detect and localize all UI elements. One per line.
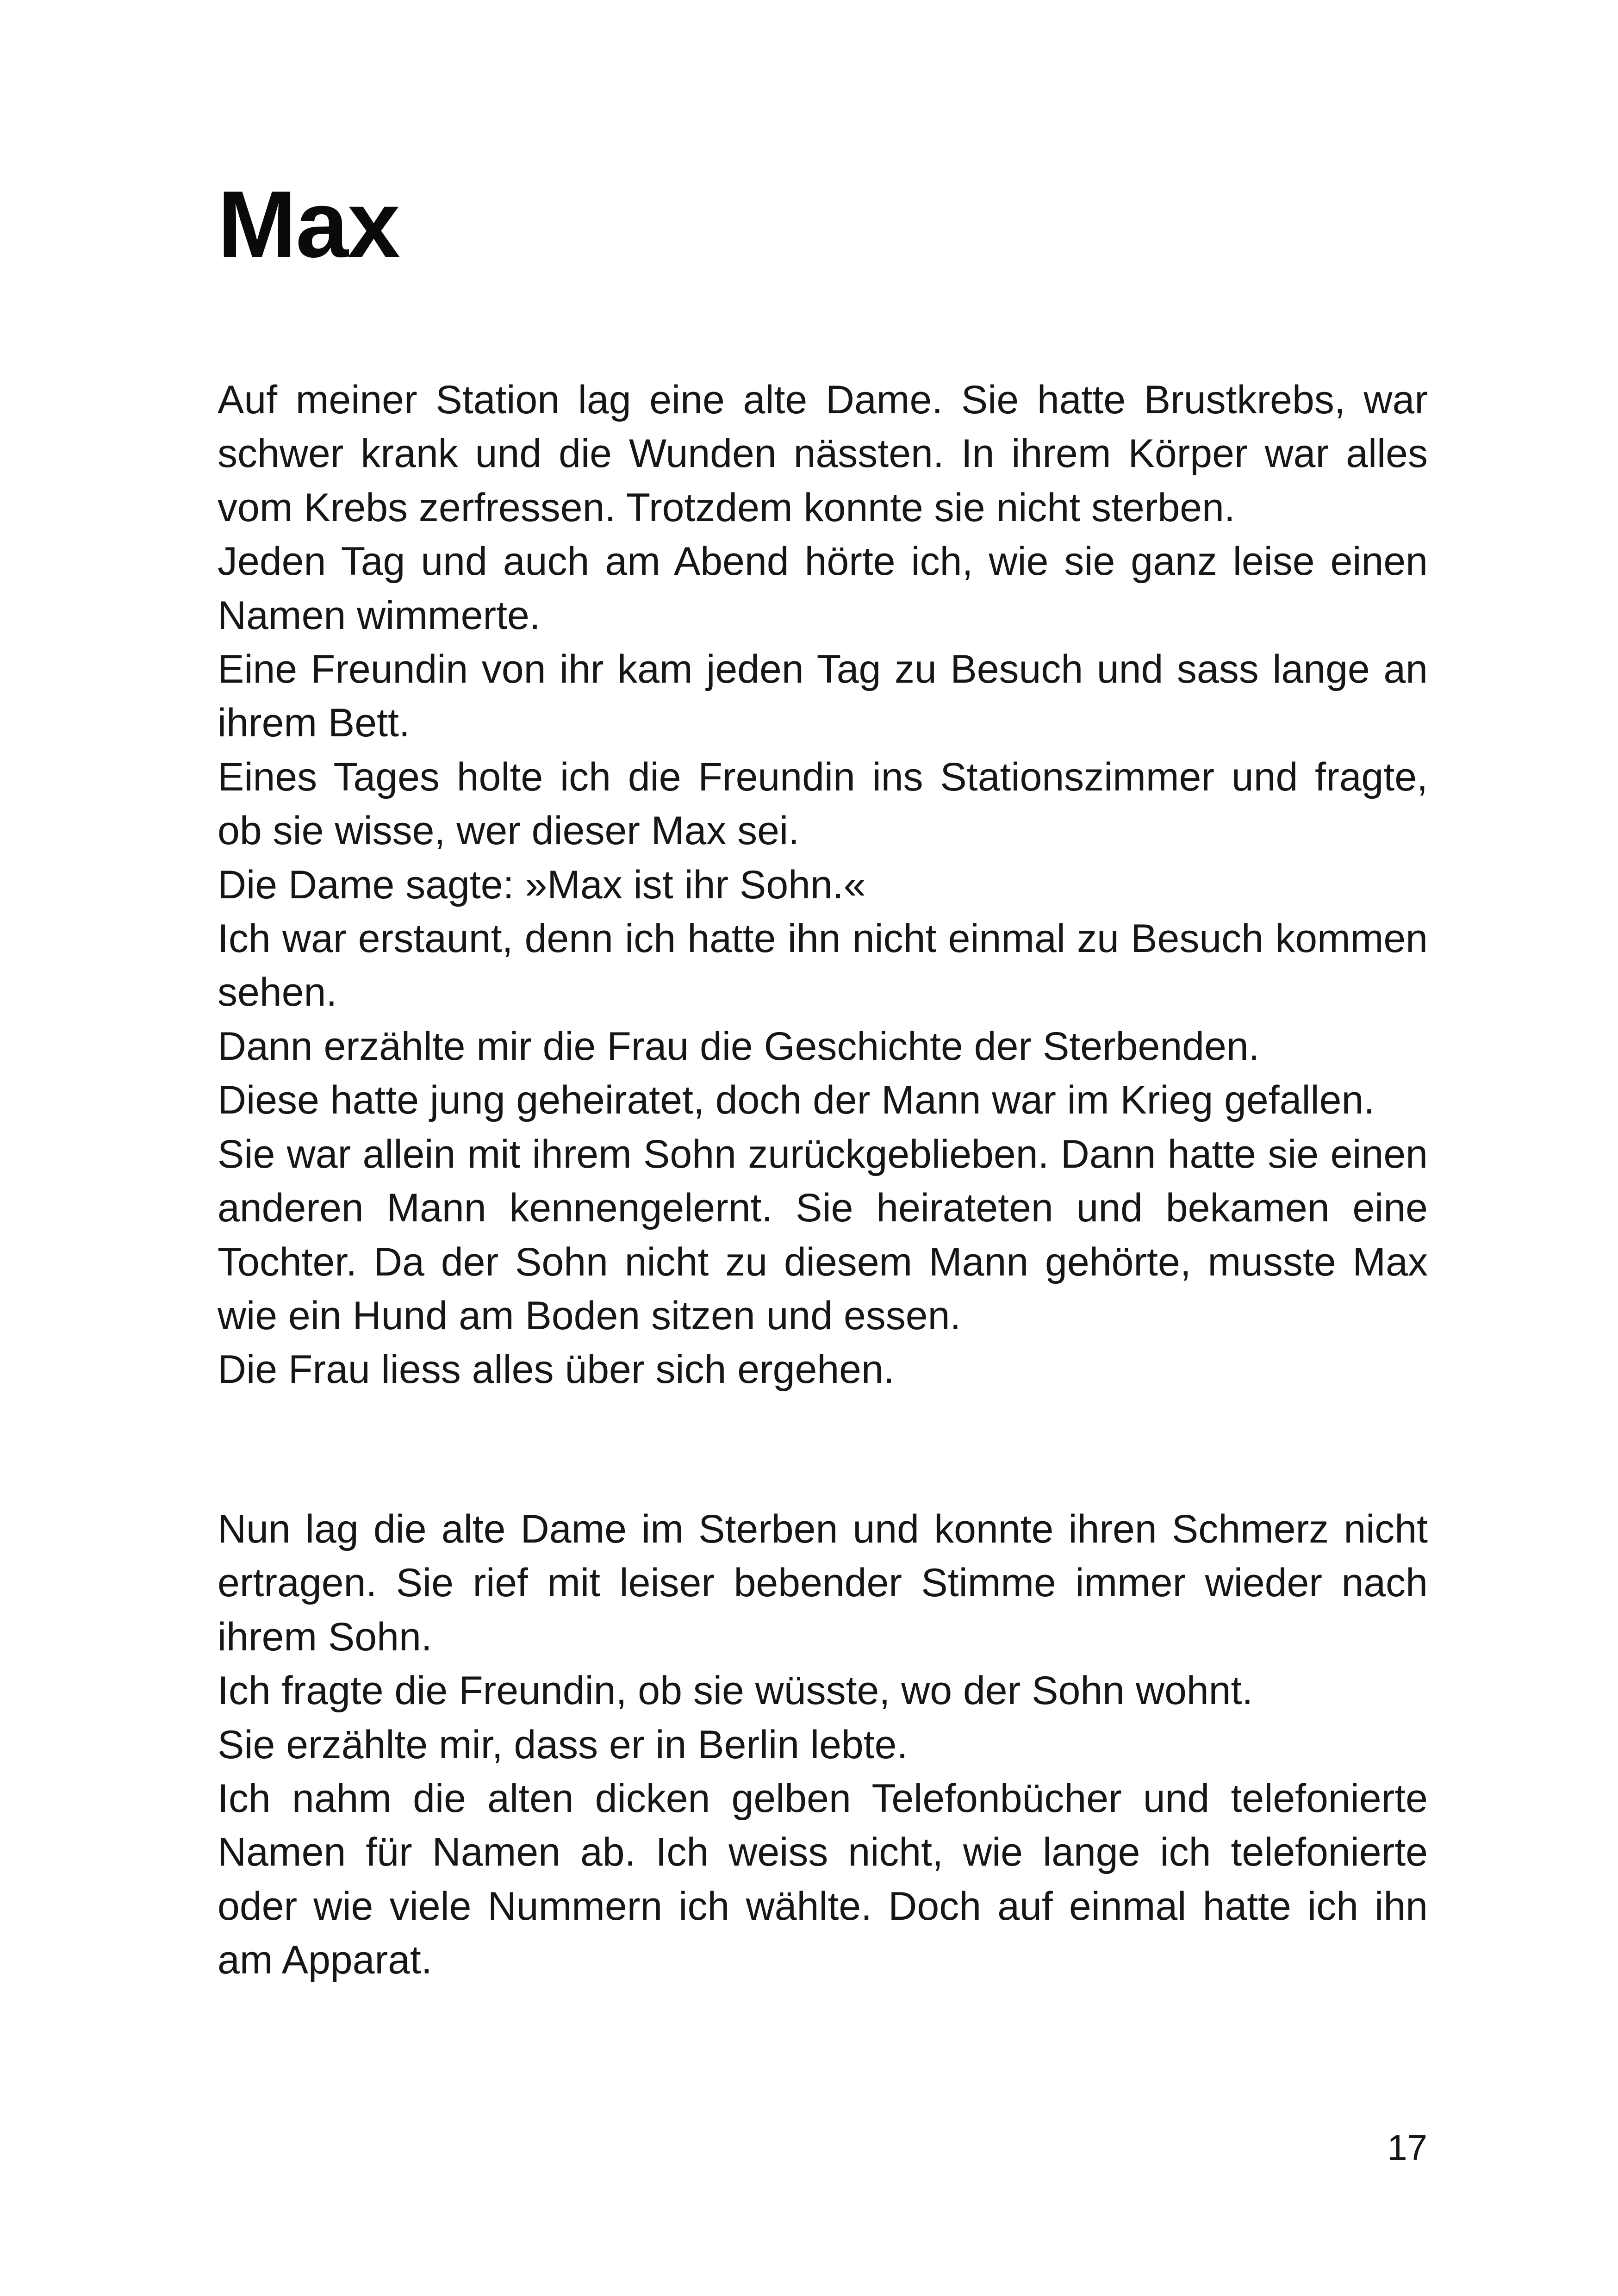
paragraph: Ich nahm die alten dicken gelben Telefonbücher und telefonierte Namen für Namen ab. Ich weiss nicht, wie lange ich telefonierte oder wie viele Nummern ich wählte. Doch auf einmal hatte ich ihn am Apparat. bbox=[218, 1776, 1428, 1983]
text-section-1 bbox=[218, 373, 1428, 1397]
text-section-2 bbox=[218, 1502, 1428, 1987]
paragraph: Eines Tages holte ich die Freundin ins Stationszimmer und fragte, ob sie wisse, wer dieser Max sei. bbox=[218, 754, 1428, 853]
paragraph: Eine Freundin von ihr kam jeden Tag zu Besuch und sass lange an ihrem Bett. bbox=[218, 647, 1428, 746]
paragraph: Ich fragte die Freundin, ob sie wüsste, wo der Sohn wohnt. bbox=[218, 1668, 1253, 1713]
chapter-title: Max bbox=[218, 171, 399, 277]
paragraph: Jeden Tag und auch am Abend hörte ich, wie sie ganz leise einen Namen wimmerte. bbox=[218, 539, 1428, 638]
paragraph: Auf meiner Station lag eine alte Dame. Sie hatte Brustkrebs, war schwer krank und die Wunden nässten. In ihrem Körper war alles vom Krebs zerfressen. Trotzdem konnte sie nicht sterben. bbox=[218, 378, 1428, 530]
paragraph: Sie erzählte mir, dass er in Berlin lebte. bbox=[218, 1722, 908, 1767]
paragraph: Die Dame sagte: »Max ist ihr Sohn.« bbox=[218, 862, 866, 907]
paragraph: Diese hatte jung geheiratet, doch der Mann war im Krieg gefallen. bbox=[218, 1078, 1375, 1123]
paragraph: Die Frau liess alles über sich ergehen. bbox=[218, 1347, 895, 1392]
paragraph: Sie war allein mit ihrem Sohn zurückgeblieben. Dann hatte sie einen anderen Mann kennengelernt. Sie heirateten und bekamen eine Tochter. Da der Sohn nicht zu diesem Mann gehörte, musste Max wie ein Hund am Boden sitzen und essen. bbox=[218, 1132, 1428, 1338]
paragraph: Nun lag die alte Dame im Sterben und konnte ihren Schmerz nicht ertragen. Sie rief mit leiser bebender Stimme immer wieder nach ihrem Sohn. bbox=[218, 1507, 1428, 1659]
paragraph: Ich war erstaunt, denn ich hatte ihn nicht einmal zu Besuch kommen sehen. bbox=[218, 916, 1428, 1015]
page-number: 17 bbox=[1387, 2127, 1427, 2168]
paragraph: Dann erzählte mir die Frau die Geschichte der Sterbenden. bbox=[218, 1024, 1260, 1069]
